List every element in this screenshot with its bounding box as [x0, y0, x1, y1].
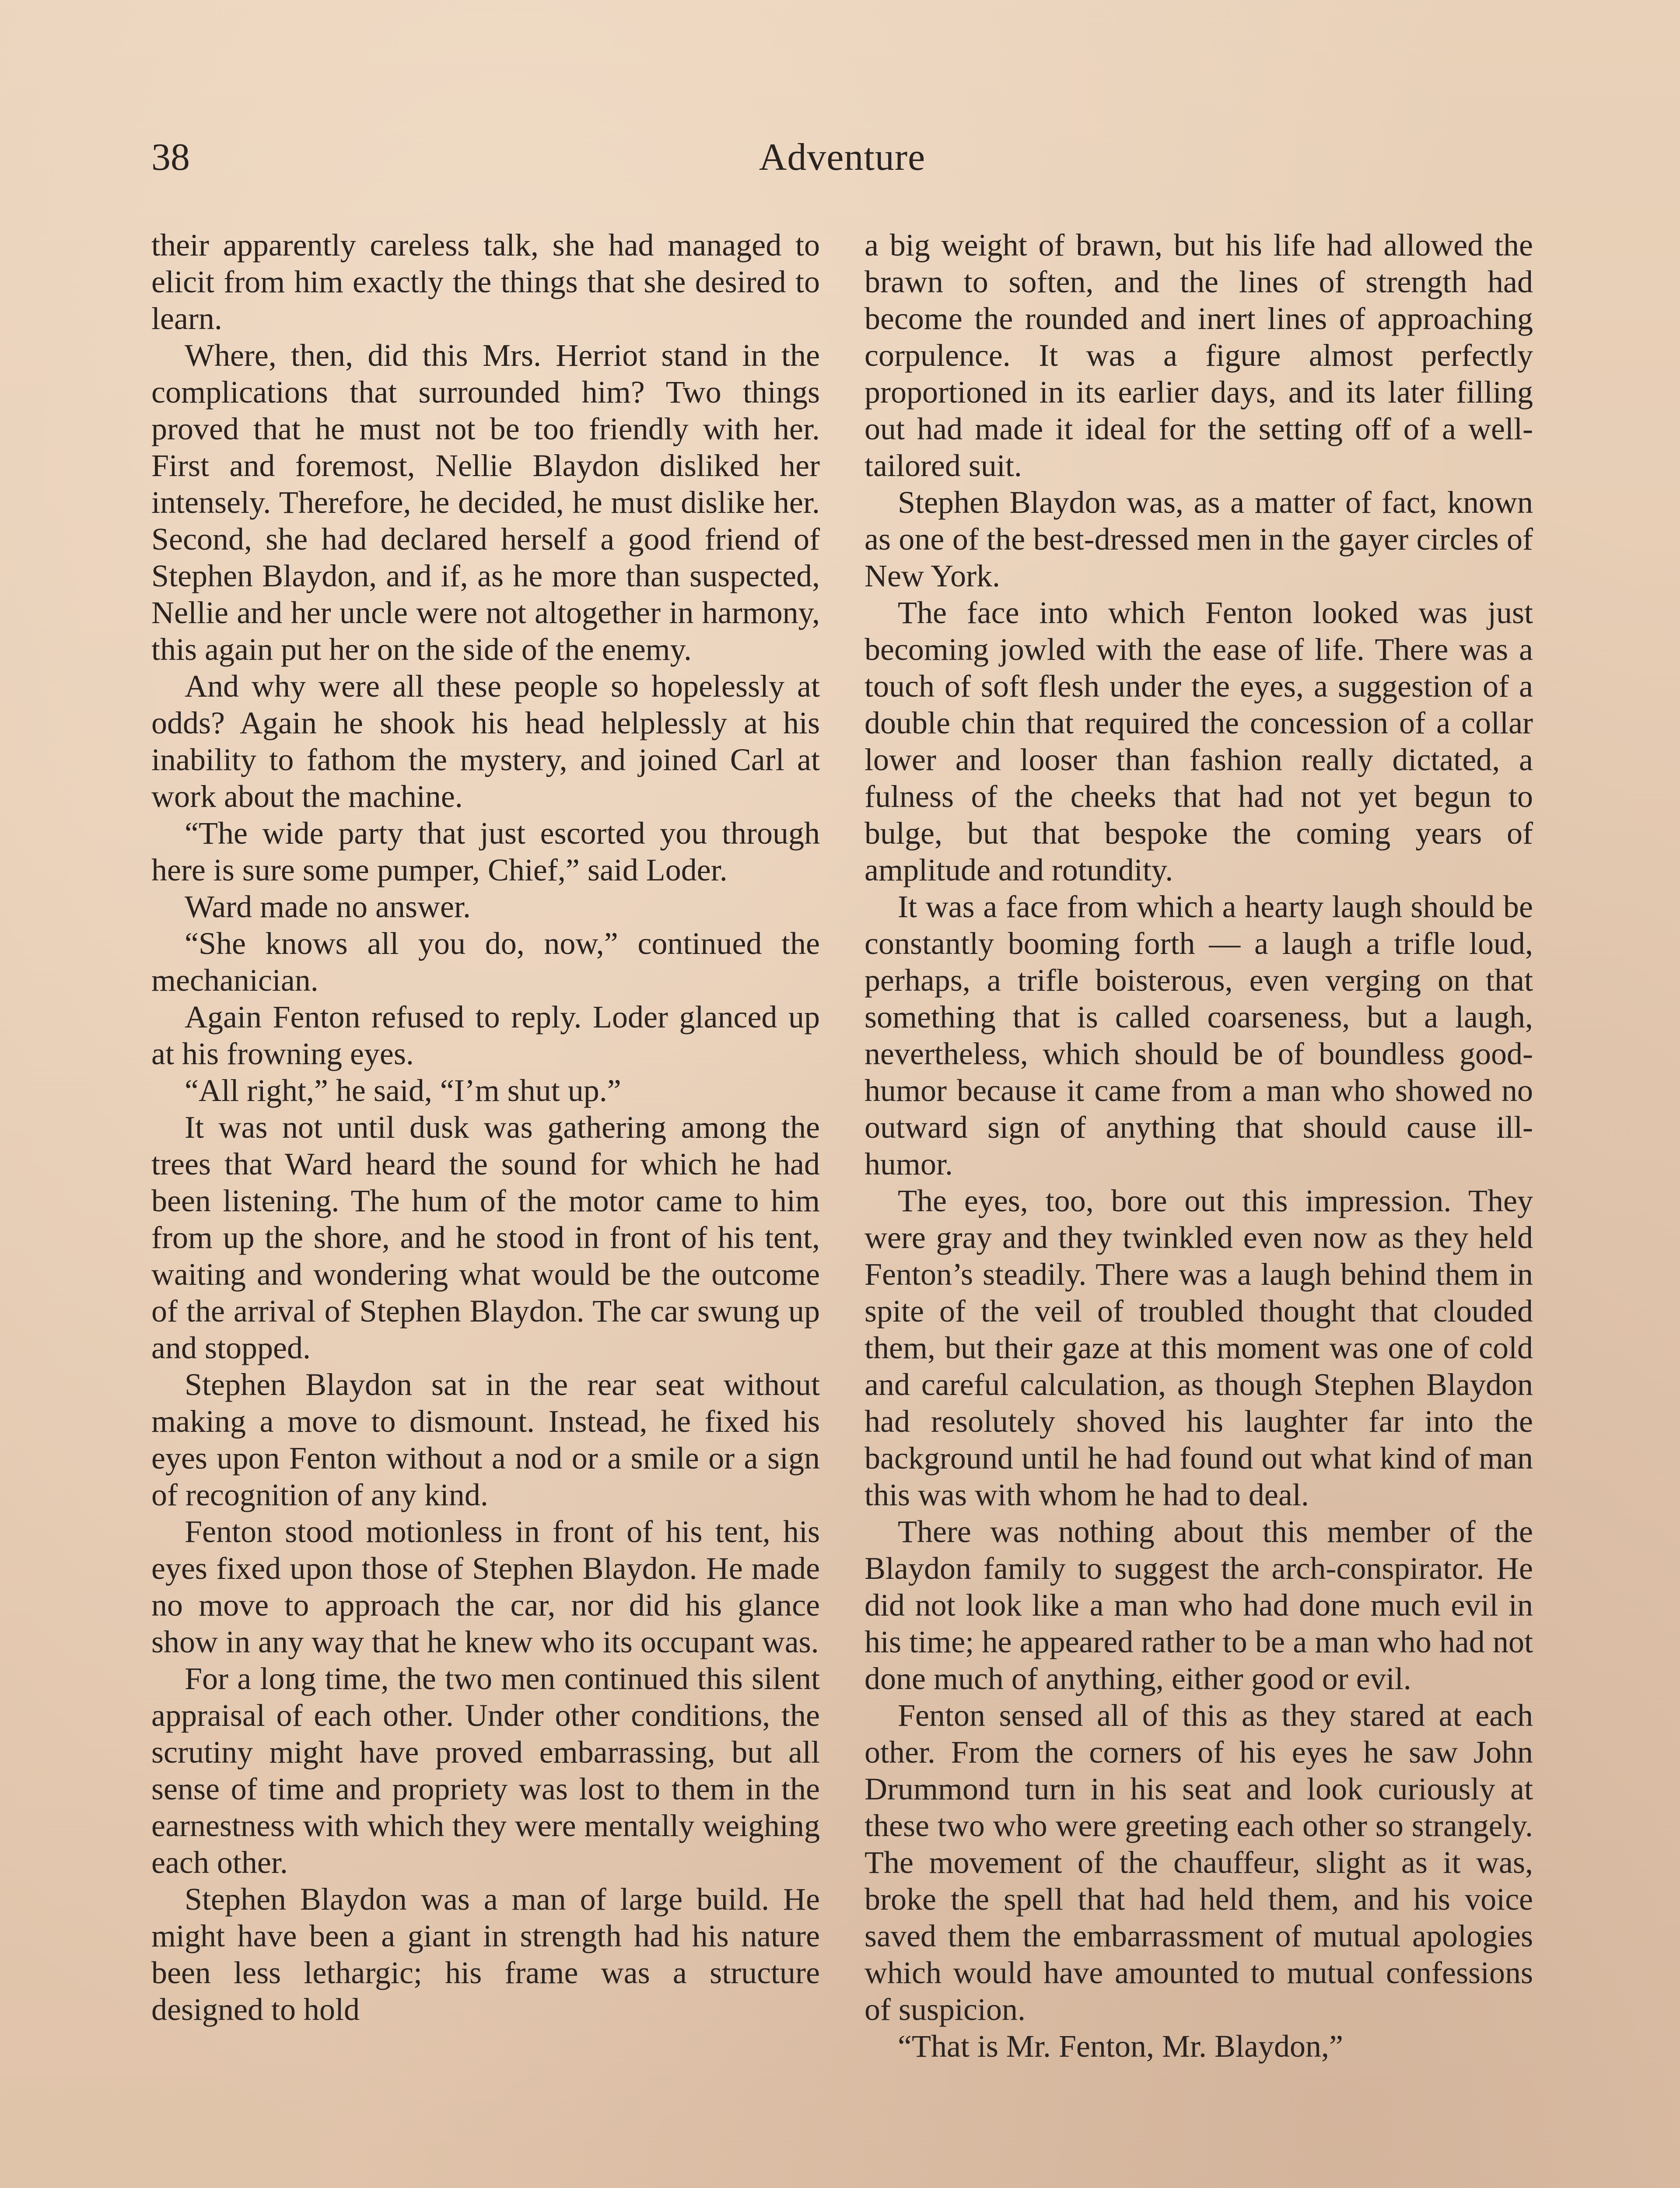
paragraph: a big weight of brawn, but his life had allowed the brawn to soften, and the lines of strength had become the rounded and inert lines of approaching corpulence. It was a figure almost perfectly proportioned in its earlier days, and its later filling out had made it ideal for the setting off of a well-tailored suit.	[864, 228, 1533, 483]
paragraph: It was not until dusk was gathering among the trees that Ward heard the sound for which he had been listening. The hum of the motor came to him from up the shore, and he stood in front of his tent, waiting and wondering what would be the outcome of the arrival of Stephen Blaydon. The car swung up and stopped.	[151, 1110, 820, 1365]
paragraph: “That is Mr. Fenton, Mr. Blaydon,”	[898, 2029, 1343, 2064]
paragraph: Fenton stood motionless in front of his tent, his eyes fixed upon those of Stephen Blaydon. He made no move to approach the car, nor did his glance show in any way that he knew who its occupant was.	[151, 1514, 820, 1659]
paragraph: Stephen Blaydon was a man of large build. He might have been a giant in strength had his nature been less lethargic; his frame was a structure designed to hold	[151, 1882, 820, 2027]
paragraph: The eyes, too, bore out this impression. They were gray and they twinkled even now as they held Fenton’s steadily. There was a laugh behind them in spite of the veil of troubled thought that clouded them, but their gaze at this moment was one of cold and careful calculation, as though Stephen Blaydon had resolutely shoved his laughter far into the background until he had found out what kind of man this was with whom he had to deal.	[864, 1183, 1533, 1512]
left-column	[151, 227, 820, 2188]
paragraph: “She knows all you do, now,” continued the mechanician.	[151, 926, 820, 998]
paragraph: “The wide party that just escorted you through here is sure some pumper, Chief,” said Loder.	[151, 816, 820, 887]
paragraph: Where, then, did this Mrs. Herriot stand in the complications that surrounded him? Two things proved that he must not be too friendly with her. First and foremost, Nellie Blaydon disliked her intensely. Therefore, he decided, he must dislike her. Second, she had declared herself a good friend of Stephen Blaydon, and if, as he more than suspected, Nellie and her uncle were not altogether in harmony, this again put her on the side of the enemy.	[151, 338, 820, 667]
paragraph: Ward made no answer.	[185, 889, 471, 924]
paragraph: “All right,” he said, “I’m shut up.”	[185, 1073, 621, 1108]
text-columns	[151, 227, 1533, 2188]
paragraph: The face into which Fenton looked was just becoming jowled with the ease of life. There was a touch of soft flesh under the eyes, a suggestion of a double chin that required the concession of a collar lower and looser than fashion really dictated, a fulness of the cheeks that had not yet begun to bulge, but that bespoke the coming years of amplitude and rotundity.	[864, 595, 1533, 887]
paragraph: It was a face from which a hearty laugh should be constantly booming forth — a laugh a trifle loud, perhaps, a trifle boisterous, even verging on that something that is called coarseness, but a laugh, nevertheless, which should be of boundless good-humor because it came from a man who showed no outward sign of anything that should cause ill-humor.	[864, 889, 1533, 1182]
right-column	[864, 227, 1533, 2188]
paragraph: Again Fenton refused to reply. Loder glanced up at his frowning eyes.	[151, 999, 820, 1071]
paragraph: There was nothing about this member of the Blaydon family to suggest the arch-conspirator. He did not look like a man who had done much evil in his time; he appeared rather to be a man who had not done much of anything, either good or evil.	[864, 1514, 1533, 1696]
paragraph: And why were all these people so hopelessly at odds? Again he shook his head helplessly at his inability to fathom the mystery, and joined Carl at work about the machine.	[151, 669, 820, 814]
paragraph: For a long time, the two men continued this silent appraisal of each other. Under other conditions, the scrutiny might have proved embarrassing, but all sense of time and propriety was lost to them in the earnestness with which they were mentally weighing each other.	[151, 1661, 820, 1880]
paragraph: their apparently careless talk, she had managed to elicit from him exactly the things that she desired to learn.	[151, 228, 820, 336]
paragraph: Stephen Blaydon was, as a matter of fact, known as one of the best-dressed men in the gayer circles of New York.	[864, 485, 1533, 593]
page-header	[151, 131, 1533, 184]
page-number: 38	[151, 136, 190, 179]
paragraph: Fenton sensed all of this as they stared at each other. From the corners of his eyes he saw John Drummond turn in his seat and look curiously at these two who were greeting each other so strangely. The movement of the chauffeur, slight as it was, broke the spell that had held them, and his voice saved them the embarrassment of mutual apologies which would have amounted to mutual confessions of suspicion.	[864, 1698, 1533, 2027]
paragraph: Stephen Blaydon sat in the rear seat without making a move to dismount. Instead, he fixed his eyes upon Fenton without a nod or a smile or a sign of recognition of any kind.	[151, 1367, 820, 1512]
running-title: Adventure	[759, 136, 926, 179]
